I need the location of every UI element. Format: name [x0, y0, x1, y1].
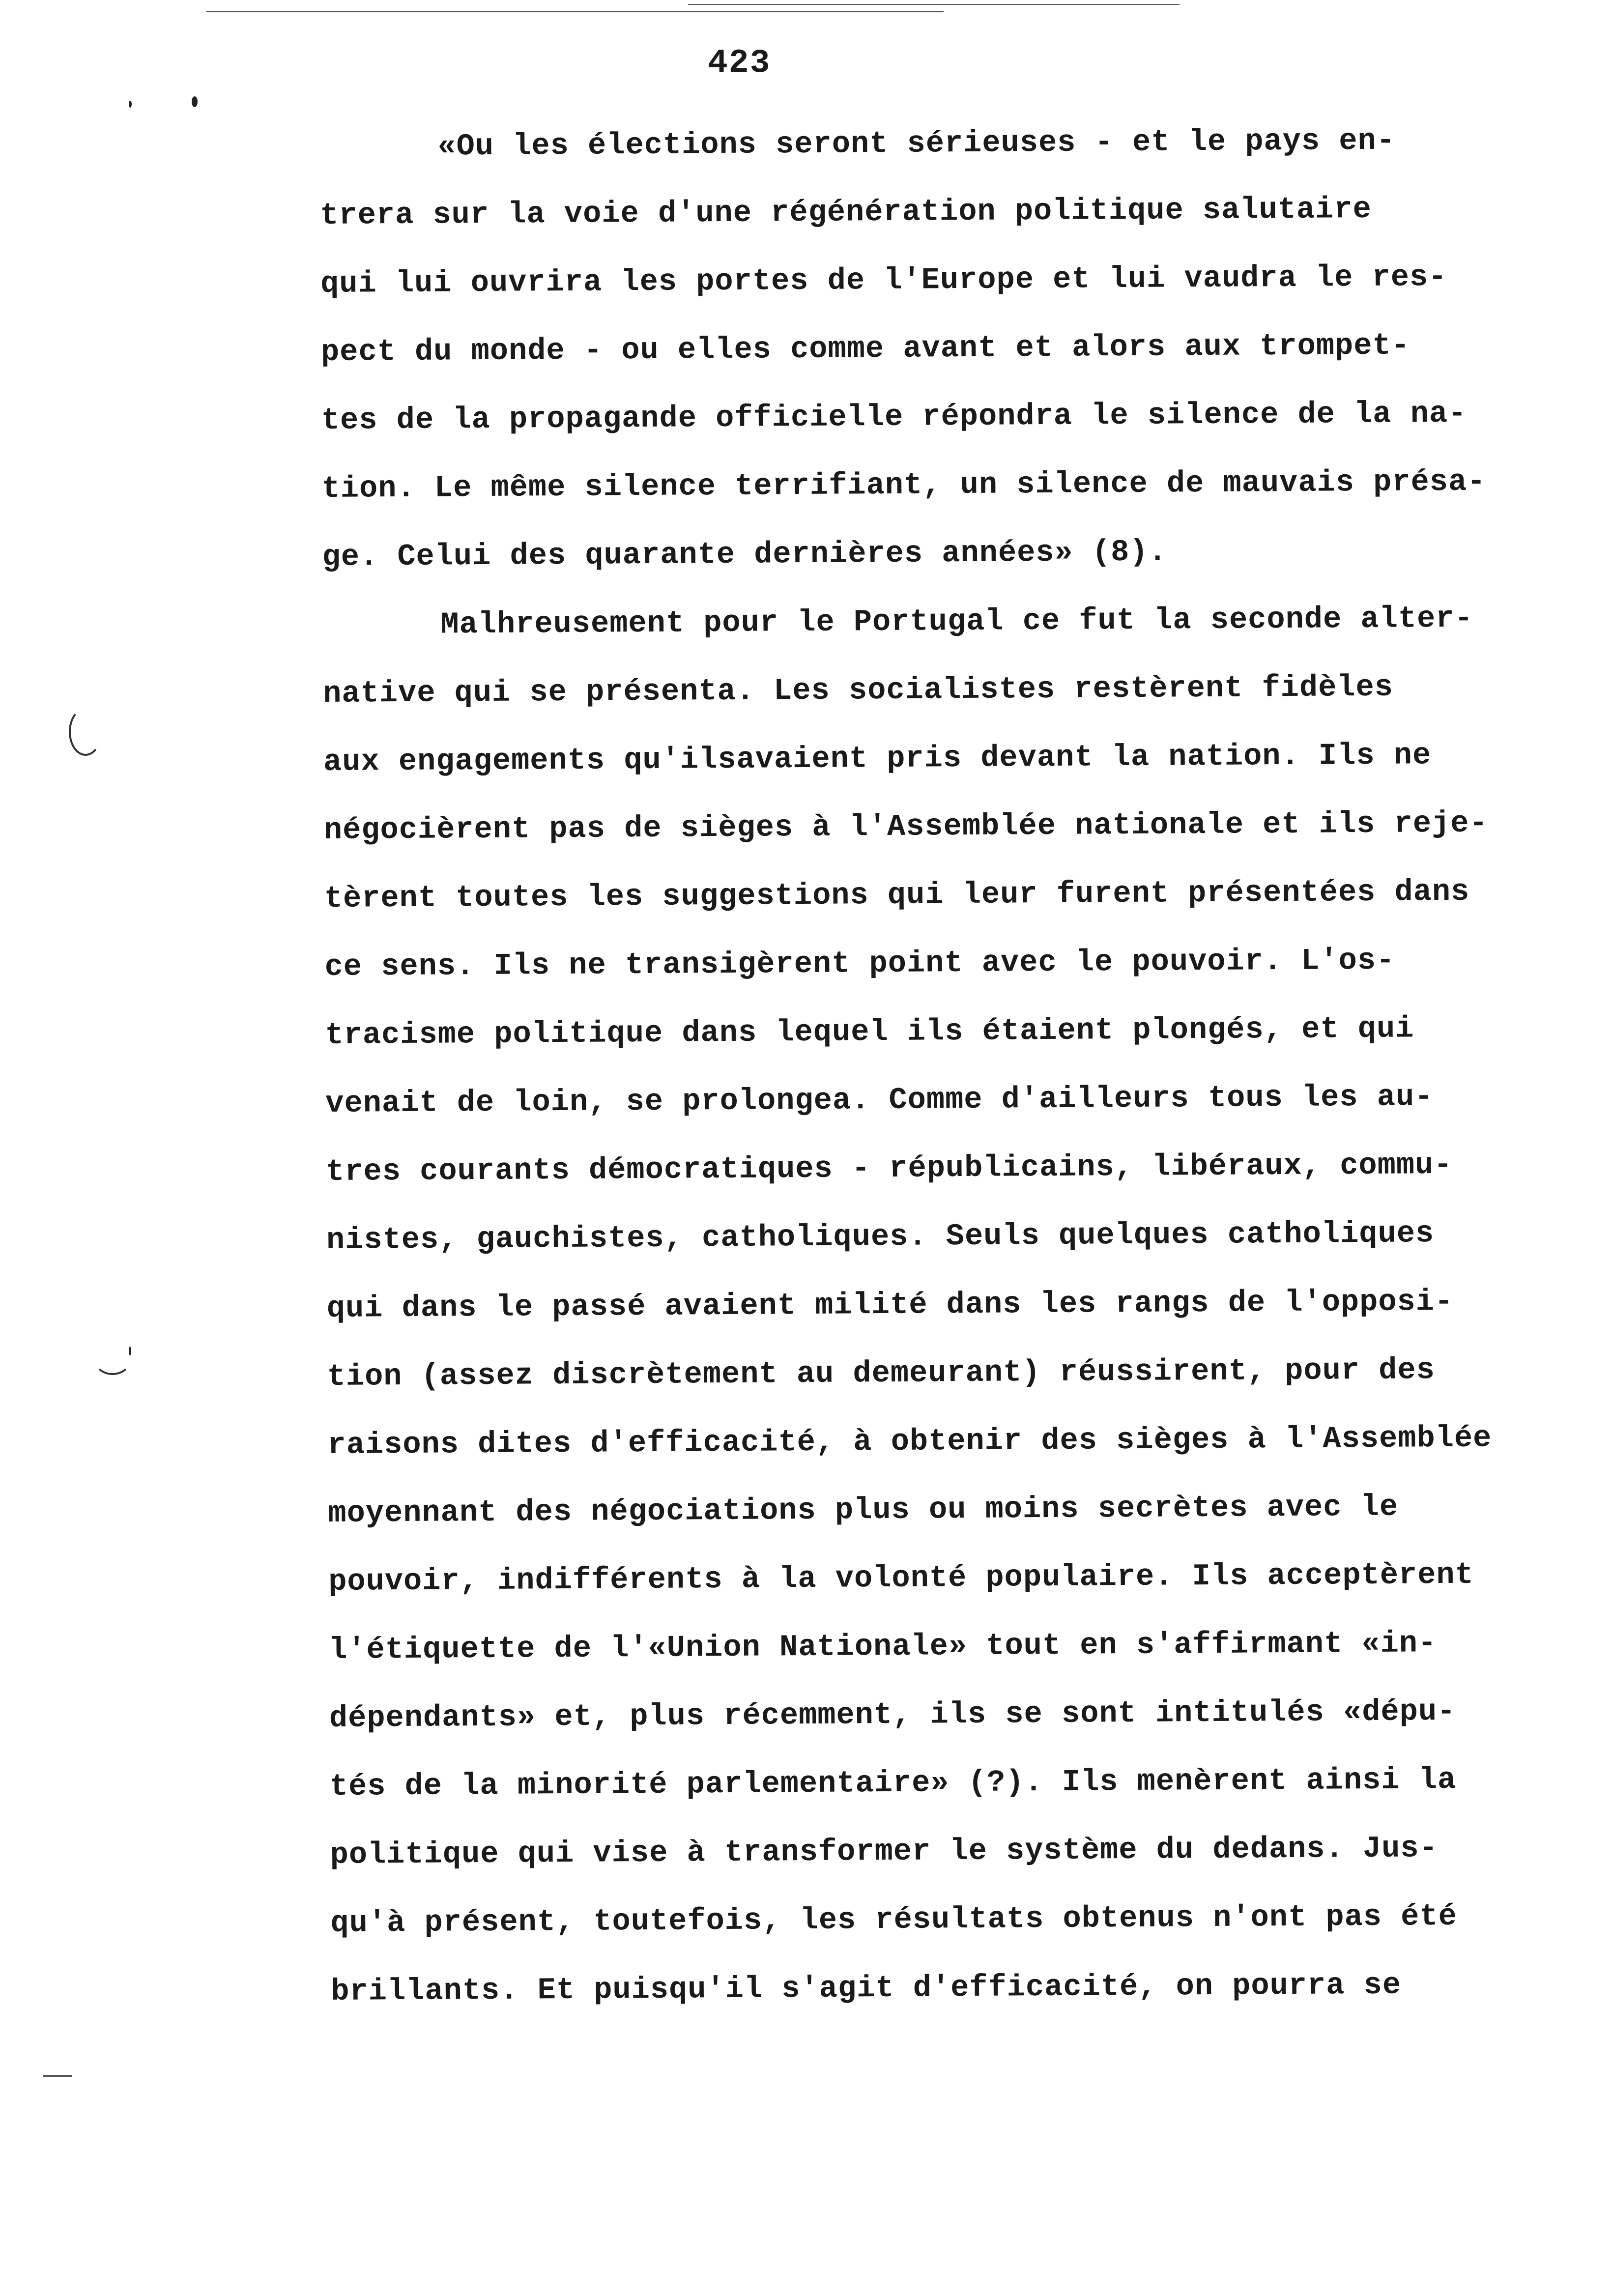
- text-line: tés de la minorité parlementaire» (?). Ils menèrent ainsi la: [329, 1762, 1457, 1804]
- margin-bracket-mark: [69, 708, 102, 756]
- text-line: Malhreusement pour le Portugal ce fut la seconde alter-: [440, 601, 1473, 642]
- margin-speck: [192, 96, 198, 107]
- text-line: venait de loin, se prolongea. Comme d'ailleurs tous les au-: [325, 1079, 1434, 1121]
- text-line: «Ou les élections seront sérieuses - et le pays en-: [437, 123, 1396, 164]
- text-line: moyennant des négociations plus ou moins secrètes avec le: [328, 1489, 1399, 1531]
- text-line: l'étiquette de l'«Union Nationale» tout en s'affirmant «in-: [328, 1626, 1437, 1667]
- text-line: tracisme politique dans lequel ils étaient plongés, et qui: [325, 1011, 1414, 1053]
- margin-speck: [129, 101, 132, 108]
- text-line: aux engagements qu'ilsavaient pris devant la nation. Ils ne: [323, 738, 1432, 779]
- text-line: tèrent toutes les suggestions qui leur furent présentées dans: [324, 874, 1470, 916]
- text-line: brillants. Et puisqu'il s'agit d'efficacité, on pourra se: [331, 1967, 1402, 2009]
- scan-top-rule: [206, 11, 944, 12]
- text-line: ce sens. Ils ne transigèrent point avec le pouvoir. L'os-: [324, 943, 1395, 984]
- text-line: pect du monde - ou elles comme avant et alors aux trompet-: [320, 328, 1410, 370]
- text-line: qui dans le passé avaient milité dans les rangs de l'opposi-: [326, 1284, 1454, 1326]
- text-line: qu'à présent, toutefois, les résultats obtenus n'ont pas été: [330, 1898, 1458, 1941]
- page-number: 423: [708, 44, 771, 82]
- text-line: tion (assez discrètement au demeurant) réussirent, pour des: [327, 1352, 1436, 1394]
- text-line: ge. Celui des quarante dernières années» (8).: [322, 534, 1167, 574]
- text-line: nistes, gauchistes, catholiques. Seuls quelques catholiques: [326, 1216, 1435, 1258]
- margin-speck: [129, 1347, 131, 1355]
- text-line: tres courants démocratiques - républicains, libéraux, commu-: [325, 1147, 1453, 1189]
- text-line: trera sur la voie d'une régénération politique salutaire: [320, 191, 1372, 233]
- text-line: qui lui ouvrira les portes de l'Europe et lui vaudra le res-: [320, 259, 1447, 301]
- text-line: dépendants» et, plus récemment, ils se sont intitulés «dépu-: [329, 1693, 1456, 1736]
- text-line: raisons dites d'efficacité, à obtenir des sièges à l'Assemblée: [327, 1420, 1492, 1463]
- text-line: pouvoir, indifférents à la volonté populaire. Ils acceptèrent: [328, 1557, 1474, 1599]
- text-line: tes de la propagande officielle répondra le silence de la na-: [321, 396, 1467, 438]
- text-line: négocièrent pas de sièges à l'Assemblée nationale et ils reje-: [323, 805, 1488, 848]
- text-line: politique qui vise à transformer le système du dedans. Jus-: [330, 1831, 1438, 1872]
- margin-bracket-mark: [93, 1342, 132, 1375]
- text-line: native qui se présenta. Les socialistes restèrent fidèles: [323, 669, 1394, 711]
- body-text: [319, 105, 1609, 2026]
- scan-top-rule: [688, 4, 1180, 5]
- text-line: tion. Le même silence terrifiant, un silence de mauvais présa-: [321, 464, 1486, 506]
- margin-dash: [43, 2075, 72, 2077]
